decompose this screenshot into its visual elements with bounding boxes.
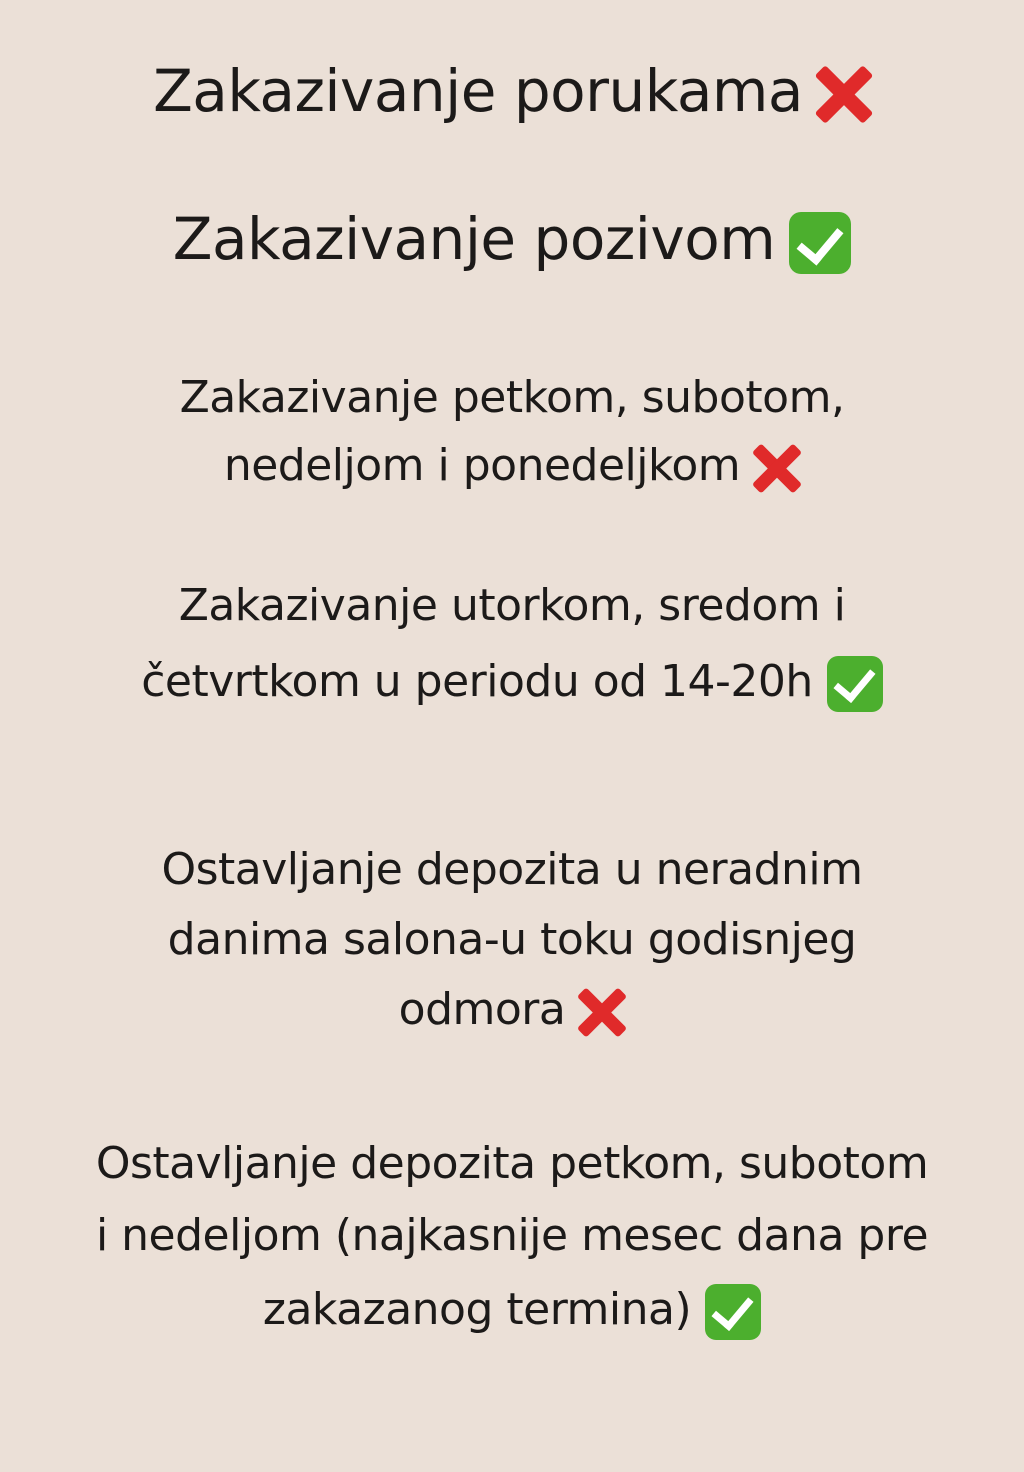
rule-text: Ostavljanje depozita petkom, subotom	[95, 1138, 929, 1189]
rule-6-line-1	[0, 1138, 1024, 1189]
rule-6-line-2	[0, 1210, 1024, 1261]
rule-text: Ostavljanje depozita u neradnim	[161, 844, 863, 895]
rule-text: Zakazivanje porukama	[153, 57, 803, 125]
rule-3-line-2	[0, 440, 1024, 491]
rule-5-line-2	[0, 914, 1024, 965]
rule-5-line-1	[0, 844, 1024, 895]
cross-icon	[754, 445, 800, 491]
rule-text: i nedeljom (najkasnije mesec dana pre	[95, 1210, 929, 1261]
rule-text: Zakazivanje petkom, subotom,	[179, 372, 845, 423]
rule-2-line-1	[0, 205, 1024, 274]
rule-text: Zakazivanje pozivom	[172, 205, 776, 273]
rule-text: nedeljom i ponedeljkom	[223, 440, 741, 491]
rule-3-line-1	[0, 372, 1024, 423]
rule-4-line-1	[0, 580, 1024, 631]
check-icon	[827, 656, 883, 712]
rule-5-line-3	[0, 984, 1024, 1035]
cross-icon	[579, 989, 625, 1035]
check-icon	[789, 212, 851, 274]
rule-text: četvrtkom u periodu od 14-20h	[141, 656, 813, 707]
rule-text: odmora	[398, 984, 566, 1035]
cross-icon	[817, 68, 871, 122]
rule-text: Zakazivanje utorkom, sredom i	[178, 580, 846, 631]
rule-6-line-3	[0, 1284, 1024, 1340]
rule-text: danima salona-u toku godisnjeg	[167, 914, 857, 965]
rule-text: zakazanog termina)	[262, 1284, 692, 1335]
check-icon	[705, 1284, 761, 1340]
rule-4-line-2	[0, 656, 1024, 712]
rule-1-line-1	[0, 57, 1024, 125]
